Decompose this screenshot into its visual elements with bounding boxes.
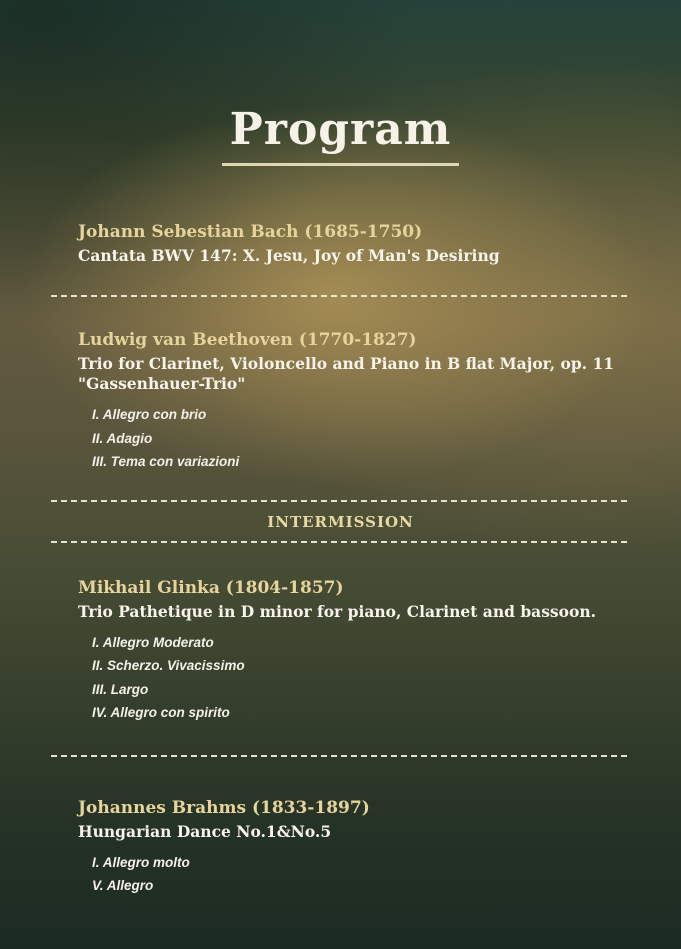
piece-title: Hungarian Dance No.1&No.5 (78, 821, 332, 841)
movement-list (78, 851, 630, 898)
program-section-beethoven (78, 330, 630, 474)
section-divider (51, 755, 630, 757)
composer-name: Mikhail Glinka (1804-1857) (78, 577, 344, 598)
intermission-label: INTERMISSION (267, 512, 414, 531)
composer-name: Johannes Brahms (1833-1897) (78, 797, 370, 818)
section-divider (51, 500, 630, 502)
movement-item: I. Allegro molto (92, 854, 190, 870)
movement-item: II. Scherzo. Vivacissimo (92, 658, 245, 673)
program-content (0, 222, 681, 898)
piece-title: Cantata BWV 147: X. Jesu, Joy of Man's Desiring (78, 246, 500, 265)
page-title: Program (222, 104, 460, 166)
movement-item: I. Allegro con brio (92, 407, 207, 422)
movement-item: III. Largo (92, 681, 149, 697)
composer-name: Johann Sebestian Bach (1685-1750) (78, 222, 423, 242)
program-section-brahms (78, 798, 630, 898)
movement-item: III. Tema con variazioni (92, 454, 240, 469)
movement-item: II. Adagio (92, 430, 153, 446)
movement-item: I. Allegro Moderato (92, 634, 214, 650)
movement-item: IV. Allegro con spirito (92, 705, 230, 720)
piece-title: Trio for Clarinet, Violoncello and Piano in B flat Major, op. 11 "Gassenhauer-Trio" (78, 354, 615, 393)
title-area (0, 0, 681, 166)
movement-list (78, 403, 630, 474)
section-divider (51, 295, 630, 297)
composer-name: Ludwig van Beethoven (1770-1827) (78, 330, 417, 350)
movement-list (78, 631, 630, 725)
piece-title: Trio Pathetique in D minor for piano, Clarinet and bassoon. (78, 601, 597, 621)
program-section-glinka (78, 578, 630, 725)
program-section-bach (78, 222, 630, 266)
section-divider (51, 541, 630, 543)
movement-item: V. Allegro (92, 878, 154, 893)
